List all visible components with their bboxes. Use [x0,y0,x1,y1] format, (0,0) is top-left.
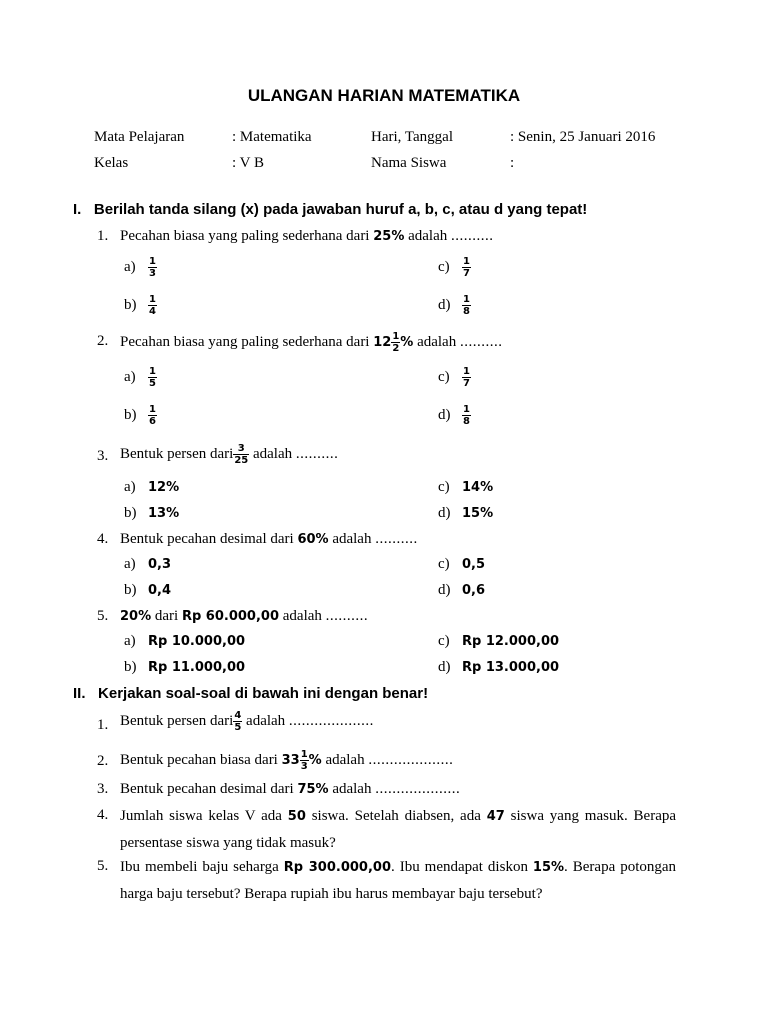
class-label: Kelas [94,155,129,171]
question-5-text [120,608,368,625]
question-2-text [120,331,502,354]
question-3-prefix: Bentuk persen dari [120,445,234,462]
essay-4-part-3: siswa yang masuk. Berapa persentase siswa yang tidak masuk? [120,808,677,851]
essay-5-text [120,854,676,907]
q4-option-a-value: 0,3 [148,557,172,572]
subject-label: Mata Pelajaran [94,129,185,145]
essay-4-value-2: 47 [486,809,505,824]
question-1-value: 25% [373,229,405,244]
q5-option-b-label: b) [124,659,137,675]
essay-3-value: 75% [297,782,329,797]
section-1-heading [73,201,587,218]
essay-3-text [120,781,460,798]
essay-1-adalah: adalah [246,712,286,729]
q4-option-a-label: a) [124,556,136,572]
q2-option-b[interactable] [124,404,157,427]
essay-2-fraction: $\frac{1}{3}$ [300,749,308,772]
question-2-number: 2. [97,333,109,349]
q3-option-d-label: d) [438,505,451,521]
q5-option-b-value: Rp 11.000,00 [148,660,246,675]
essay-4-text [120,803,676,856]
q5-option-d-label: d) [438,659,451,675]
q1-option-c[interactable] [438,256,471,279]
question-1-adalah: adalah [408,228,448,244]
question-5-mid: dari [154,608,179,624]
question-1-dots: .......... [451,228,494,244]
q4-option-b-label: b) [124,582,137,598]
question-5-dots: .......... [325,608,369,624]
essay-1-fraction: $\frac{4}{5}$ [234,710,242,733]
question-4-number: 4. [97,531,109,547]
q1-option-c-fraction: $\frac{1}{7}$ [463,256,470,279]
q1-option-d[interactable] [438,294,471,317]
question-4-prefix: Bentuk pecahan desimal dari [120,531,294,547]
date-value: : Senin, 25 Januari 2016 [510,129,656,145]
question-2-dots: .......... [459,333,503,350]
q1-option-d-fraction: $\frac{1}{8}$ [463,294,470,317]
q5-option-a[interactable] [124,633,245,650]
q4-option-d-label: d) [438,582,451,598]
q4-option-c[interactable] [438,556,485,573]
class-value: : V B [232,155,264,171]
essay-4-number: 4. [97,807,109,823]
question-4-text [120,531,418,548]
essay-3-number: 3. [97,781,109,797]
essay-2-dots: .................... [368,751,454,768]
essay-5-value-2: 15% [532,860,565,875]
student-name-value: : [510,155,515,171]
q3-option-b-label: b) [124,505,137,521]
question-2-prefix: Pecahan biasa yang paling sederhana dari [120,333,370,350]
q5-option-a-value: Rp 10.000,00 [148,634,246,649]
essay-3-adalah: adalah [332,781,372,797]
essay-4-value-1: 50 [287,809,306,824]
q3-option-d-value: 15% [462,506,494,521]
q2-option-d-fraction: $\frac{1}{8}$ [463,404,470,427]
q2-option-d-label: d) [438,406,451,423]
q4-option-b[interactable] [124,582,171,599]
page-title: ULANGAN HARIAN MATEMATIKA [247,86,521,105]
question-2-whole: 12 [373,334,392,350]
question-2-fraction: $\frac{1}{2}$ [392,331,400,354]
essay-1-dots: .................... [288,712,374,729]
q2-option-d[interactable] [438,404,471,427]
question-5-adalah: adalah [282,608,322,624]
essay-2-prefix: Bentuk pecahan biasa dari [120,751,278,768]
q2-option-a[interactable] [124,366,157,389]
q2-option-c[interactable] [438,366,471,389]
q3-option-a-value: 12% [148,480,180,495]
q1-option-d-label: d) [438,296,451,313]
question-3-number: 3. [97,448,109,464]
essay-2-number: 2. [97,753,109,769]
q2-option-b-fraction: $\frac{1}{6}$ [149,404,156,427]
question-4-value: 60% [297,532,329,547]
q4-option-c-value: 0,5 [462,557,486,572]
question-5-value: 20% [120,609,152,624]
q3-option-a-label: a) [124,479,136,495]
section-2-heading [73,685,428,702]
q5-option-c-label: c) [438,633,450,649]
student-name-label: Nama Siswa [371,155,447,171]
q4-option-a[interactable] [124,556,171,573]
q4-option-d[interactable] [438,582,485,599]
question-4-adalah: adalah [332,531,372,547]
q5-option-d-value: Rp 13.000,00 [462,660,560,675]
q5-option-b[interactable] [124,659,245,676]
q3-option-a[interactable] [124,479,179,496]
essay-4-part-1: Jumlah siswa kelas V ada [120,808,282,824]
q1-option-a-fraction: $\frac{1}{3}$ [149,256,156,279]
essay-5-part-1: Ibu membeli baju seharga [120,859,279,875]
essay-3-dots: .................... [375,781,461,797]
q1-option-a[interactable] [124,256,157,279]
question-5-amount: Rp 60.000,00 [181,609,279,624]
subject-value: : Matematika [232,129,312,145]
question-3-dots: .......... [295,445,339,462]
essay-4-part-2: siswa. Setelah diabsen, ada [311,808,481,824]
q2-option-b-label: b) [124,406,137,423]
question-1-number: 1. [97,228,109,244]
question-1-prefix: Pecahan biasa yang paling sederhana dari [120,228,370,244]
q5-option-c[interactable] [438,633,559,650]
q3-option-c[interactable] [438,479,493,496]
q3-option-c-value: 14% [462,480,494,495]
q3-option-b[interactable] [124,505,179,522]
question-5-number: 5. [97,608,109,624]
essay-5-part-3: . Berapa potongan harga baju tersebut? Berapa rupiah ibu harus membayar baju tersebut? [120,859,677,902]
q2-option-a-fraction: $\frac{1}{5}$ [149,366,156,389]
essay-1-text [120,710,374,733]
q5-option-d[interactable] [438,659,559,676]
essay-3-prefix: Bentuk pecahan desimal dari [120,781,294,797]
q2-option-a-label: a) [124,368,136,385]
q1-option-c-label: c) [438,258,450,275]
q1-option-b-fraction: $\frac{1}{4}$ [149,294,156,317]
question-3-text [120,443,338,466]
essay-2-whole: 33 [281,752,300,768]
question-3-adalah: adalah [252,445,293,462]
question-1-text [120,228,494,245]
q2-option-c-label: c) [438,368,450,385]
essay-2-adalah: adalah [325,751,365,768]
question-2-percent: % [400,334,414,350]
section-2-text: Kerjakan soal-soal di bawah ini dengan benar! [98,685,429,702]
q3-option-d[interactable] [438,505,493,522]
question-4-dots: .......... [375,531,418,547]
question-2-adalah: adalah [417,333,457,350]
section-2-number: II. [73,685,86,702]
q1-option-b[interactable] [124,294,157,317]
q5-option-a-label: a) [124,633,136,649]
date-label: Hari, Tanggal [371,129,453,145]
q4-option-b-value: 0,4 [148,583,172,598]
question-3-fraction: $\frac{3}{25}$ [234,443,249,466]
q5-option-c-value: Rp 12.000,00 [462,634,560,649]
q2-option-c-fraction: $\frac{1}{7}$ [463,366,470,389]
q4-option-d-value: 0,6 [462,583,486,598]
essay-5-part-2: . Ibu mendapat diskon [391,859,528,875]
essay-1-prefix: Bentuk persen dari [120,712,234,729]
q1-option-b-label: b) [124,296,137,313]
q1-option-a-label: a) [124,258,136,275]
section-1-text: Berilah tanda silang (x) pada jawaban huruf a, b, c, atau d yang tepat! [93,201,588,218]
essay-2-text [120,749,453,772]
q3-option-b-value: 13% [148,506,180,521]
q4-option-c-label: c) [438,556,450,572]
essay-2-percent: % [308,752,322,768]
essay-5-number: 5. [97,858,109,874]
section-1-number: I. [73,201,82,218]
essay-5-value-1: Rp 300.000,00 [283,860,391,875]
essay-1-number: 1. [97,717,109,733]
q3-option-c-label: c) [438,479,450,495]
